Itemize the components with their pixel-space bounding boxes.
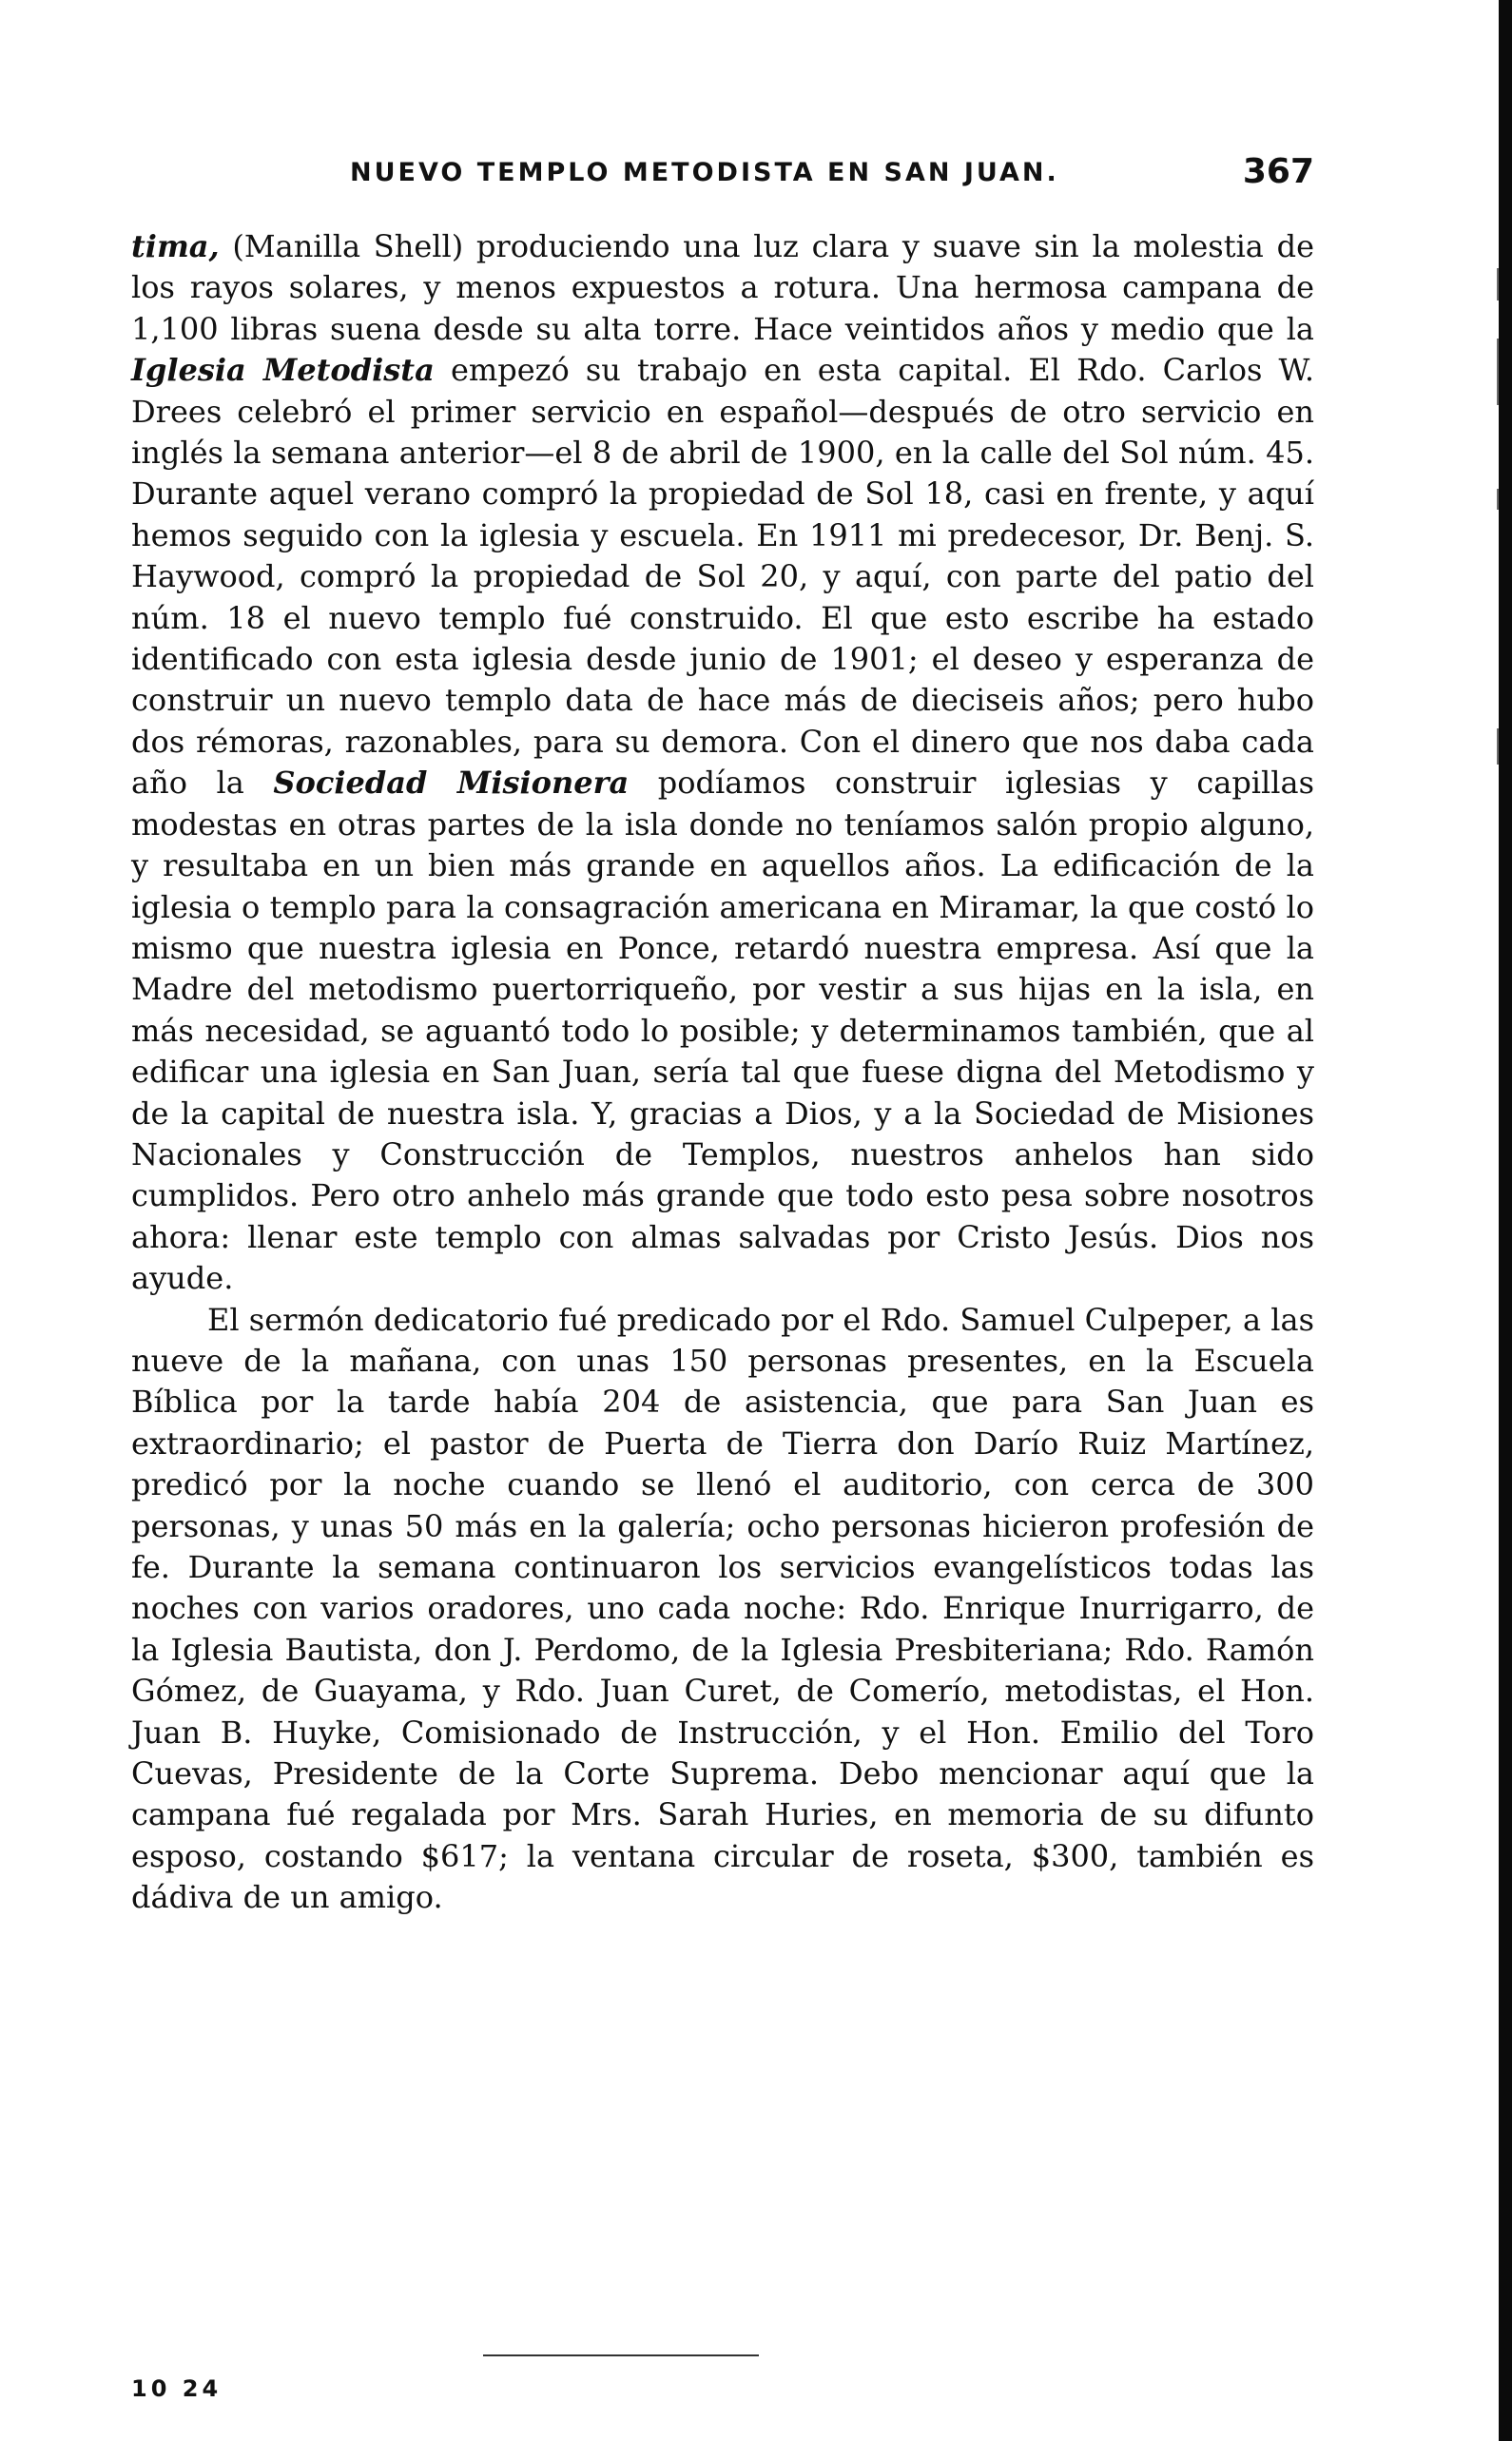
printer-signature-mark: 10 24 [131,2375,223,2402]
running-head: NUEVO TEMPLO METODISTA EN SAN JUAN. [350,158,1059,187]
scan-artifact-mark [1497,268,1499,300]
paragraph-1-part-b: empezó su trabajo en esta capital. El Rdo. Carlos W. Drees celebró el primer servicio en español—después de otro servicio en inglés la semana anterior—el 8 de abril de 1900, en la calle del Sol núm. 45. Durante aquel verano compró la propiedad de Sol 18, casi en frente, y aquí hemos seguido con la iglesia y escuela. En 1911 mi predecesor, Dr. Benj. S. Haywood, compró la propiedad de Sol 20, y aquí, con parte del patio del núm. 18 el nuevo templo fué construido. El que esto escribe ha estado identificado con esta iglesia desde junio de 1901; el deseo y esperanza de construir un nuevo templo data de hace más de dieciseis años; pero hubo dos rémoras, razonables, para su demora. Con el dinero que nos daba cada año la [131,352,1315,802]
page-number: 367 [1242,152,1314,191]
paragraph-1-part-c: podíamos construir iglesias y capillas modestas en otras partes de la isla donde no teníamos salón propio alguno, y resultaba en un bien más grande en aquellos años. La edificación de la iglesia o templo para la consagración americana en Miramar, la que costó lo mismo que nuestra iglesia en Ponce, retardó nuestra empresa. Así que la Madre del metodismo puertorriqueño, por vestir a sus hijas en la isla, en más necesidad, se aguantó todo lo posible; y determinamos también, que al edificar una iglesia en San Juan, sería tal que fuese digna del Metodismo y de la capital de nuestra isla. Y, gracias a Dios, y a la Sociedad de Misiones Nacionales y Construcción de Templos, nuestros anhelos han sido cumplidos. Pero otro anhelo más grande que todo esto pesa sobre nosotros ahora: llenar este templo con almas salvadas por Cristo Jesús. Dios nos ayude. [131,765,1315,1297]
scan-artifact-mark [1497,728,1499,765]
footnote-rule [483,2354,759,2356]
paragraph-1-part-a: (Manilla Shell) produciendo una luz clara y suave sin la molestia de los rayos solares, y menos expuestos a rotura. Una hermosa campana de 1,100 libras suena desde su alta torre. Hace veintidos años y medio que la [131,228,1314,347]
scan-artifact-mark [1497,489,1499,510]
scan-edge-border [1499,0,1512,2441]
paragraph-1 [131,226,1314,1300]
sociedad-misionera-term: Sociedad Misionera [273,765,630,802]
paragraph-1-opening-word: tima, [131,228,220,264]
paragraph-2: El sermón dedicatorio fué predicado por el Rdo. Samuel Culpeper, a las nueve de la mañana, con unas 150 personas presentes, en la Escuela Bíblica por la tarde había 204 de asistencia, que para San Juan es extraordinario; el pastor de Puerta de Tierra don Darío Ruiz Martínez, predicó por la noche cuando se llenó el auditorio, con cerca de 300 personas, y unas 50 más en la galería; ocho personas hicieron profesión de fe. Durante la semana continuaron los servicios evangelísticos todas las noches con varios oradores, uno cada noche: Rdo. Enrique Inurrigarro, de la Iglesia Bautista, don J. Perdomo, de la Iglesia Presbiteriana; Rdo. Ramón Gómez, de Guayama, y Rdo. Juan Curet, de Comerío, metodistas, el Hon. Juan B. Huyke, Comisionado de Instrucción, y el Hon. Emilio del Toro Cuevas, Presidente de la Corte Suprema. Debo mencionar aquí que la campana fué regalada por Mrs. Sarah Huries, en memoria de su difunto esposo, costando $617; la ventana circular de roseta, $300, también es dádiva de un amigo. [131,1301,1314,1916]
body-text [131,226,1314,1919]
scan-artifact-mark [1497,339,1499,405]
page-header [131,152,1314,200]
iglesia-metodista-term: Iglesia Metodista [131,352,435,389]
